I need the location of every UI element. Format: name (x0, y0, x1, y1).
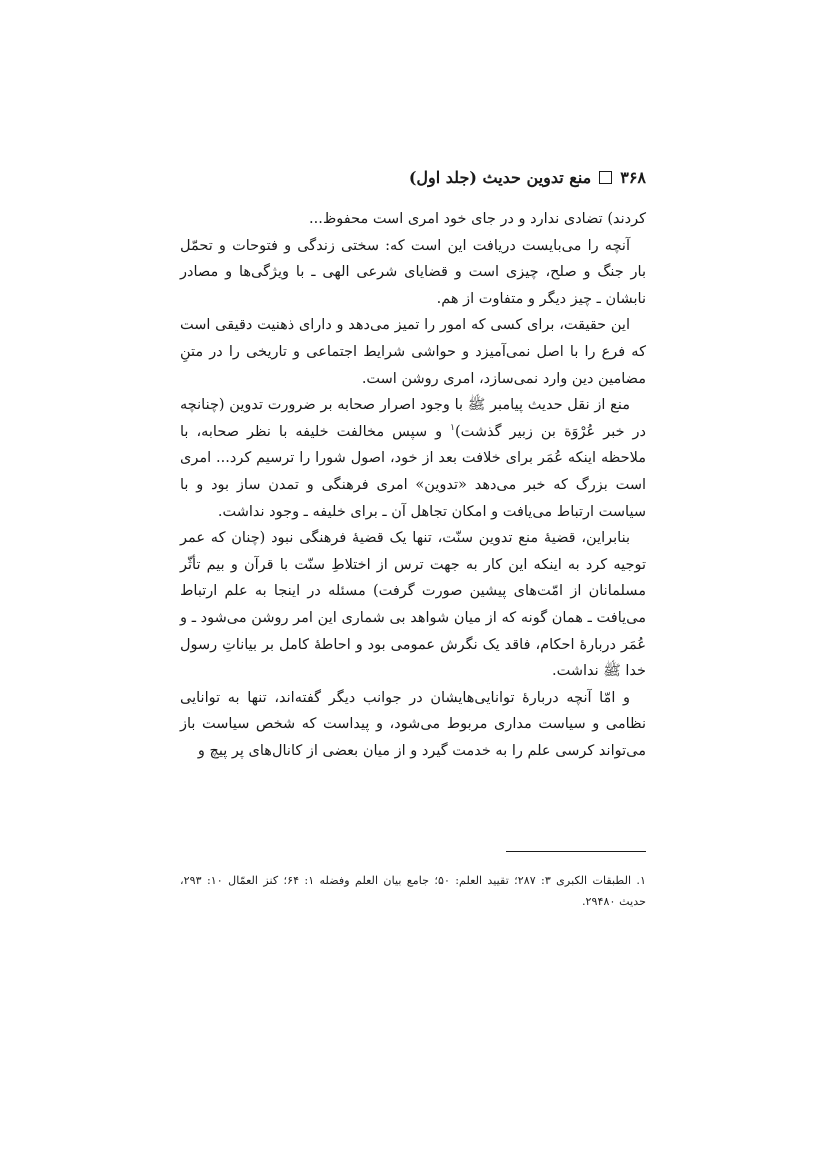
paragraph-5: بنابراین، قضیهٔ منع تدوین سنّت، تنها یک قضیهٔ فرهنگی نبود (چنان که عمر توجیه کرد به اینکه این کار به جهت ترس از اختلاطِ سنّت با قرآن و بیم تأثّر مسلمانان از امّت‌های پیشین صورت گرفت) مسئله در اینجا به علم ارتباط می‌یافت ـ همان گونه که از میان شواهد بی شماری این امر روشن می‌شود ـ و عُمَر دربارهٔ احکام، فاقد یک نگرش عمومی بود و احاطهٔ کامل بر بیاناتِ رسول خدا ﷺ نداشت. (180, 530, 646, 680)
square-box-icon (599, 171, 612, 184)
paragraph-4 (180, 392, 646, 525)
footnote-divider (506, 851, 646, 852)
running-header (180, 168, 646, 187)
book-title: منع تدوین حدیث (جلد اول) (408, 168, 592, 187)
paragraph-4-part-2: و سپس مخالفت خلیفه با نظر صحابه، با ملاحظه اینکه عُمَر برای خلافت بعد از خود، اصول شورا را ترسیم کرد... امری است بزرگ که خبر می‌دهد «تدوین» امری فرهنگی و تمدن ساز بود و با سیاست ارتباط می‌یافت و امکان تجاهل آن ـ برای خلیفه ـ وجود نداشت. (180, 423, 646, 520)
paragraph-2: آنچه را می‌بایست دریافت این است که: سختی زندگی و فتوحات و تحمّل بار جنگ و صلح، چیزی است و قضایای شرعی الهی ـ با ویژگی‌ها و مصادر نابشان ـ چیز دیگر و متفاوت از هم. (180, 237, 646, 307)
paragraph-6: و امّا آنچه دربارهٔ توانایی‌هایشان در جوانب دیگر گفته‌اند، تنها به توانایی نظامی و سیاست مداری مربوط می‌شود، و پیداست که شخص سیاست باز می‌تواند کرسی علم را به خدمت گیرد و از میان بعضی از کانال‌های پر پیچ و (180, 689, 646, 759)
main-text (180, 206, 646, 764)
footnote-text: ۱. الطبقات الکبری ۳: ۲۸۷؛ تقیید العلم: ۵۰؛ جامع بیان العلم وفضله ۱: ۶۴؛ کنز العمّال ۱۰: ۲۹۳، حدیث ۲۹۴۸۰. (180, 874, 647, 908)
paragraph-3: این حقیقت، برای کسی که امور را تمیز می‌دهد و دارای ذهنیت دقیقی است که فرع را با اصل نمی‌آمیزد و حواشی شرایط اجتماعی و تاریخی را در متنِ مضامین دین وارد نمی‌سازد، امری روشن است. (180, 317, 646, 387)
footnote-marker: ۱ (450, 422, 455, 433)
paragraph-4-part-1: منع از نقل حدیث پیامبر ﷺ با وجود اصرار صحابه بر ضرورت تدوین (چنانچه در خبر عُرْوَة بن زبیر گذشت) (180, 397, 646, 440)
page-number: ۳۶۸ (620, 168, 646, 187)
paragraph-1: کردند) تضادی ندارد و در جای خود امری است محفوظ... (309, 211, 646, 227)
